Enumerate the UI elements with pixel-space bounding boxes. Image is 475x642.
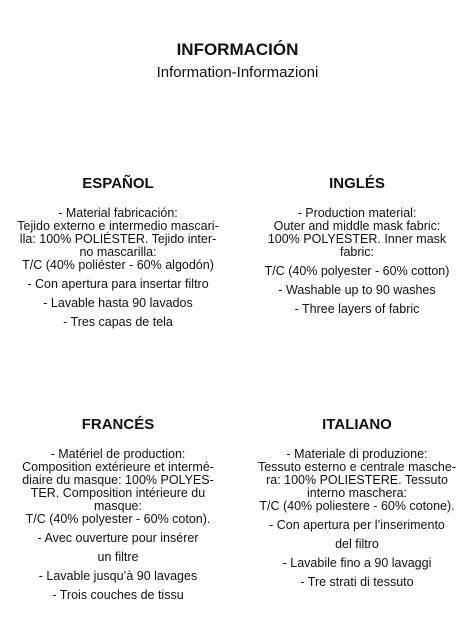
info-line: lla: 100% POLIÉSTER. Tejido inter- [19,232,217,246]
section-heading: ITALIANO [322,416,392,433]
info-line: - Three layers of fabric [294,302,420,316]
info-line: del filtro [335,537,379,551]
info-line: fabric: [339,245,375,259]
page-subtitle: Information-Informazioni [156,64,319,81]
info-line: un filtre [97,550,139,564]
info-line: interno maschera: [306,486,408,500]
info-line: - Matériel de production: [50,447,186,461]
info-line: ra: 100% POLIESTERE. Tessuto [266,473,448,487]
info-line: - Tre strati di tessuto [300,575,414,589]
info-line: - Con apertura per l’inserimento [269,518,445,532]
page-title: INFORMACIÓN [176,40,299,59]
info-line: - Washable up to 90 washes [278,283,436,297]
info-line: Tessuto esterno e centrale masche- [257,460,457,474]
section-heading: FRANCÉS [81,416,155,433]
info-line: - Avec ouverture pour insérer [37,531,199,545]
info-line: 100% POLYESTER. Inner mask [267,232,447,246]
info-line: T/C (40% polyester - 60% cotton) [264,264,450,278]
info-line: - Production material: [297,206,417,220]
info-line: masque: [94,499,142,513]
info-line: - Material fabricación: [58,206,178,220]
section-french [2,416,234,602]
info-line: Tejido externo e intermedio mascari- [17,219,219,233]
section-italian [241,416,473,589]
info-line: diaire du masque: 100% POLYES- [22,473,214,487]
info-line: Composition extérieure et intermé- [22,460,214,474]
info-line: - Trois couches de tissu [52,588,184,602]
info-line: - Materiale di produzione: [286,447,428,461]
info-line: Outer and middle mask fabric: [273,219,441,233]
info-line: TER. Composition intérieure du [30,486,206,500]
section-english [241,175,473,316]
section-heading: ESPAÑOL [82,175,154,192]
info-line: - Lavable jusqu’à 90 lavages [38,569,198,583]
info-line: - Con apertura para insertar filtro [27,277,209,291]
section-spanish [2,175,234,329]
info-line: T/C (40% poliéster - 60% algodón) [22,258,214,272]
info-line: - Lavabile fino a 90 lavaggi [282,556,432,570]
info-line: T/C (40% polyester - 60% coton). [25,512,211,526]
info-line: - Lavable hasta 90 lavados [43,296,193,310]
info-line: - Tres capas de tela [63,315,173,329]
info-line: T/C (40% poliestere - 60% cotone). [259,499,455,513]
info-line: no mascarilla: [79,245,157,259]
section-heading: INGLÉS [329,175,385,192]
